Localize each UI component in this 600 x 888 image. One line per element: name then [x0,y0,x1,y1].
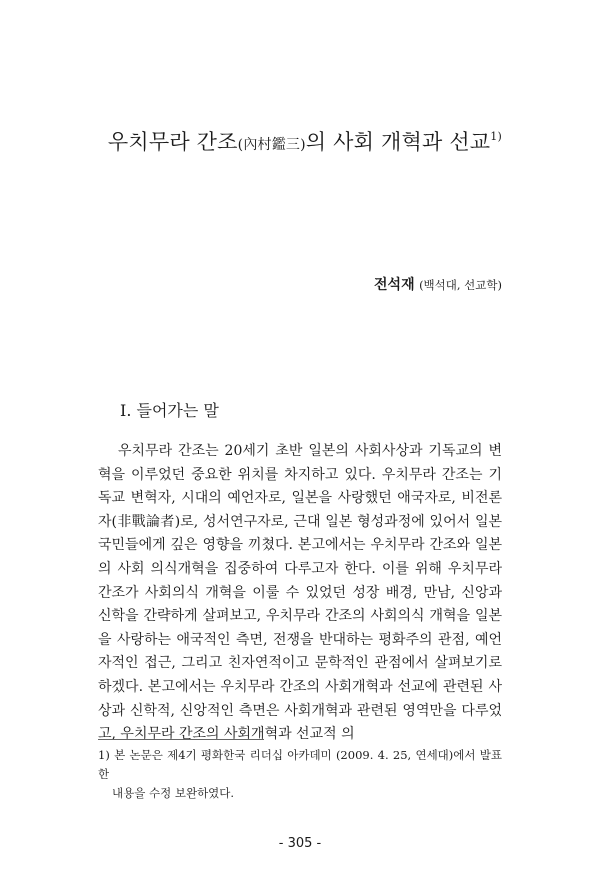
title-hanja: (內村鑑三) [237,137,306,153]
footnote [98,746,502,803]
author-name: 전석재 [374,277,415,293]
footnote-line-1 [98,746,502,784]
footnote-text-1: 본 논문은 제4기 평화한국 리더십 아카데미 (2009. 4. 25, 연세대)에서 발표한 [98,748,502,781]
footnote-line-2: 내용을 수정 보완하였다. [112,786,235,800]
footnote-marker: 1) [98,748,110,762]
footnote-divider [98,739,264,740]
title-rest: 의 사회 개혁과 선교 [305,130,491,154]
body-paragraph: 우치무라 간조는 20세기 초반 일본의 사회사상과 기독교의 변혁을 이루었던 중요한 위치를 차지하고 있다. 우치무라 간조는 기독교 변혁자, 시대의 예언자로, 일본을 사랑했던 애국자로, 비전론자(非戰論者)로, 성서연구자로, 근대 일본 형성과정에 있어서 일본 국민들에게 깊은 영향을 끼쳤다. 본고에서는 우치무라 간조와 일본의 사회 의식개혁을 집중하여 다루고자 한다. 이를 위해 우치무라 간조가 사회의식 개혁을 이룰 수 있었던 성장 배경, 만남, 신앙과 신학을 간략하게 살펴보고, 우치무라 간조의 사회의식 개혁을 일본을 사랑하는 애국적인 측면, 전쟁을 반대하는 평화주의 관점, 예언자적인 접근, 그리고 친자연적이고 문학적인 관점에서 살펴보기로 하겠다. 본고에서는 우치무라 간조의 사회개혁과 선교에 관련된 사상과 신학적, 신앙적인 측면은 사회개혁과 관련된 영역만을 다루었고, 우치무라 간조의 사회개혁과 선교적 의 [98,443,502,743]
title-main: 우치무라 간조 [107,130,238,154]
section-heading: I. 들어가는 말 [120,401,219,420]
page-number: - 305 - [278,836,322,851]
title-footnote-ref[interactable]: 1) [490,130,502,143]
author-line [374,274,502,294]
article-title [100,126,502,156]
author-affiliation: (백석대, 선교학) [419,278,502,292]
